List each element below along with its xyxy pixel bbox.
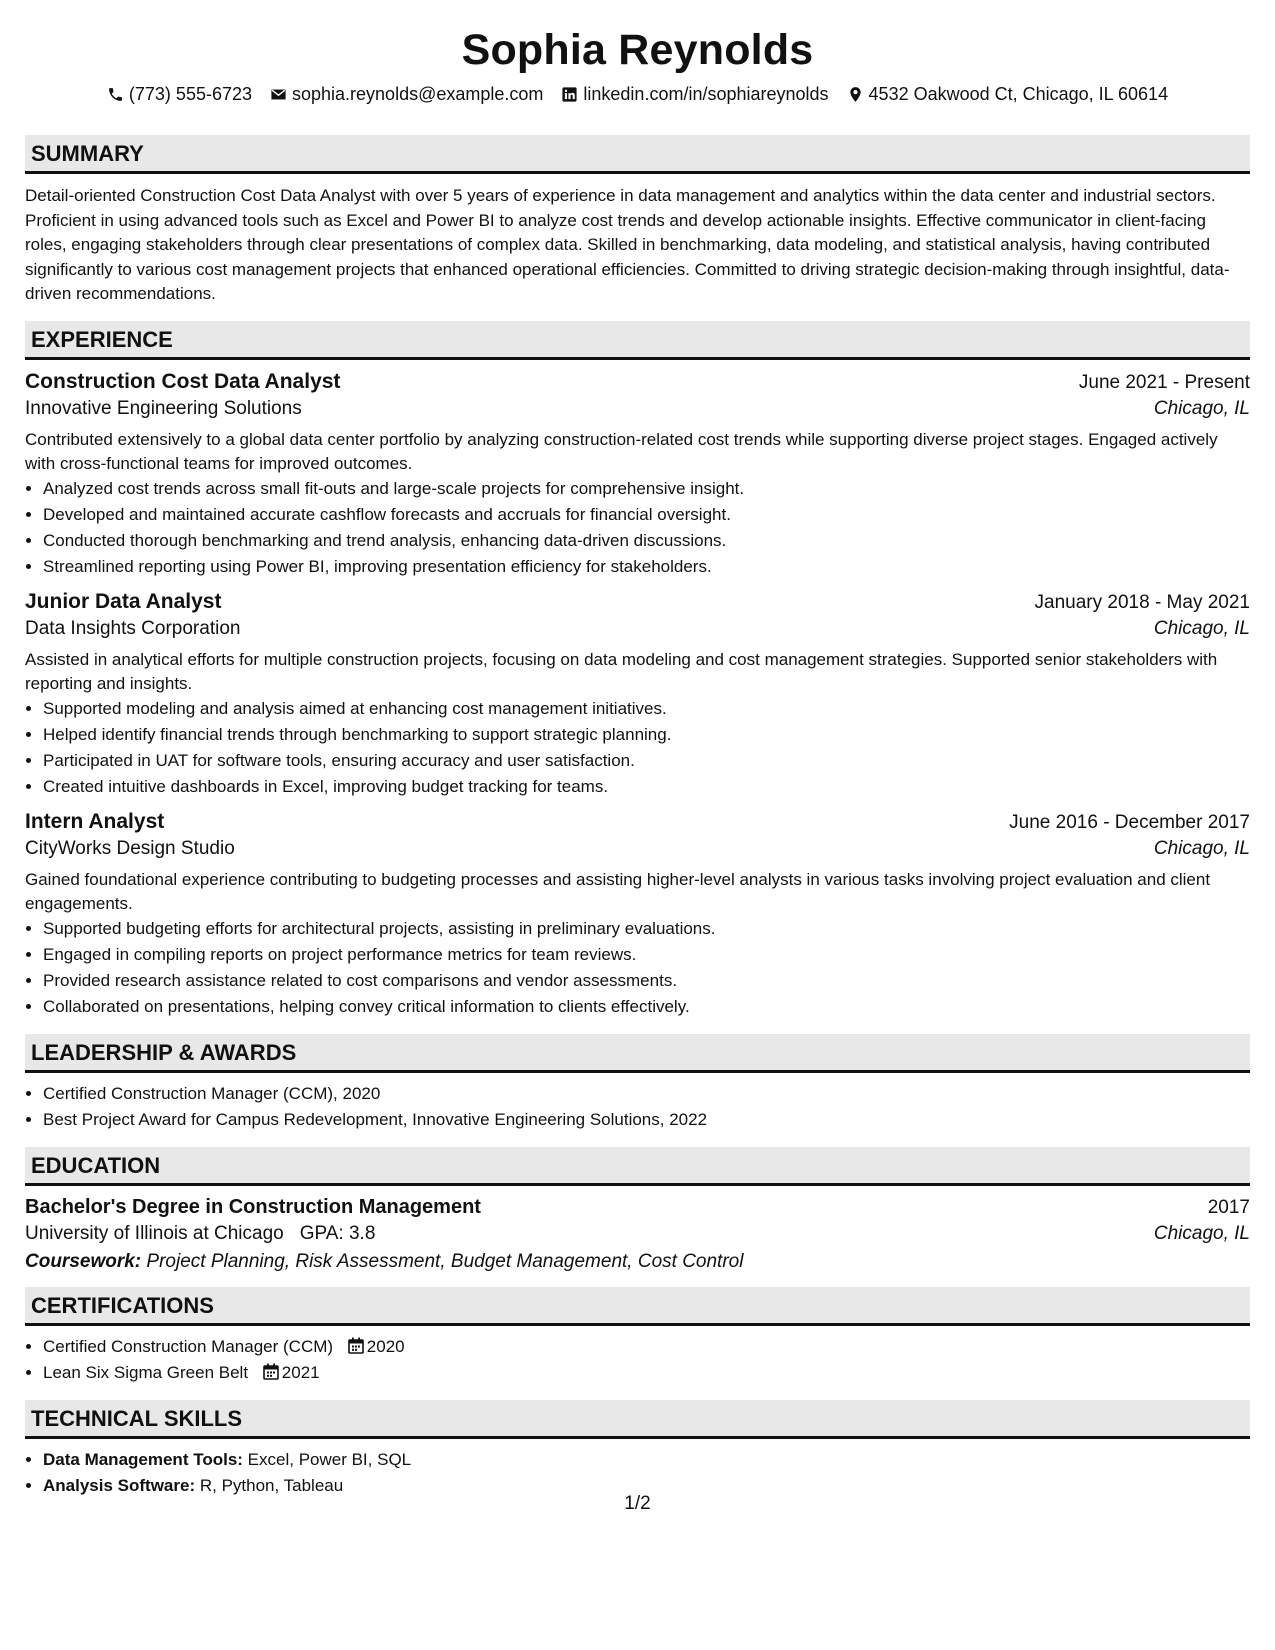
bullet-item: • Analyzed cost trends across small fit-outs and large-scale projects for comprehensive insight. bbox=[43, 476, 1250, 502]
coursework-list: Project Planning, Risk Assessment, Budget Management, Cost Control bbox=[146, 1250, 744, 1272]
gpa: GPA: 3.8 bbox=[299, 1222, 376, 1244]
resume-page bbox=[25, 0, 1250, 1499]
section-header-experience: EXPERIENCE bbox=[25, 321, 1250, 360]
coursework-label: Coursework: bbox=[25, 1250, 142, 1272]
skill-item bbox=[43, 1447, 1250, 1473]
bullet-item: • Created intuitive dashboards in Excel, improving budget tracking for teams. bbox=[43, 774, 1250, 800]
contact-phone[interactable] bbox=[107, 82, 252, 106]
certification-year: 2020 bbox=[366, 1336, 405, 1356]
skills-list bbox=[25, 1447, 1250, 1499]
phone-number: (773) 555-6723 bbox=[128, 84, 252, 104]
job-date: January 2018 - May 2021 bbox=[1034, 591, 1250, 613]
summary-text: Detail-oriented Construction Cost Data Analyst with over 5 years of experience in data management and analytics within the data center and industrial sectors. Proficient in using advanced tools such as Excel and Power BI to analyze cost trends and develop actionable insights. Effective communicator in client-facing roles, engaging stakeholders through clear presentations of complex data. Skilled in benchmarking, data modeling, and statistical analysis, having contributed significantly to various cost management projects that enhanced operational efficiencies. Committed to driving strategic decision-making through insightful, data-driven recommendations. bbox=[25, 186, 1230, 303]
contact-linkedin[interactable] bbox=[561, 82, 828, 106]
section-header-skills: TECHNICAL SKILLS bbox=[25, 1400, 1250, 1439]
job-location: Chicago, IL bbox=[1153, 397, 1250, 419]
bullet-item: • Collaborated on presentations, helping convey critical information to clients effectively. bbox=[43, 994, 1250, 1020]
skill-value: R, Python, Tableau bbox=[199, 1475, 344, 1495]
bullet-item: • Helped identify financial trends through benchmarking to support strategic planning. bbox=[43, 722, 1250, 748]
experience-entry bbox=[25, 370, 1250, 580]
bullet-item: • Conducted thorough benchmarking and trend analysis, enhancing data-driven discussions. bbox=[43, 528, 1250, 554]
street-address: 4532 Oakwood Ct, Chicago, IL 60614 bbox=[868, 84, 1169, 104]
calendar-icon bbox=[348, 1337, 364, 1354]
bullet-item: • Supported budgeting efforts for architectural projects, assisting in preliminary evaluations. bbox=[43, 916, 1250, 942]
job-title: Construction Cost Data Analyst bbox=[25, 369, 341, 393]
coursework bbox=[25, 1251, 1250, 1273]
bullet-item: • Supported modeling and analysis aimed at enhancing cost management initiatives. bbox=[43, 696, 1250, 722]
envelope-icon bbox=[270, 86, 287, 103]
job-date: June 2021 - Present bbox=[1078, 371, 1250, 393]
job-location: Chicago, IL bbox=[1153, 617, 1250, 639]
contact-address bbox=[847, 82, 1169, 106]
school-location: Chicago, IL bbox=[1153, 1222, 1250, 1244]
job-bullets bbox=[25, 916, 1250, 1020]
linkedin-icon bbox=[561, 86, 578, 103]
section-header-summary: SUMMARY bbox=[25, 135, 1250, 174]
job-location: Chicago, IL bbox=[1153, 837, 1250, 859]
phone-icon bbox=[107, 86, 124, 103]
certification-item bbox=[43, 1334, 1250, 1360]
experience-entry bbox=[25, 590, 1250, 800]
bullet-item: • Engaged in compiling reports on project performance metrics for team reviews. bbox=[43, 942, 1250, 968]
job-description: Gained foundational experience contributing to budgeting processes and assisting higher-level analysts in various tasks involving project evaluation and client engagements. bbox=[25, 869, 1211, 913]
leadership-list bbox=[25, 1081, 1250, 1133]
experience-entry bbox=[25, 810, 1250, 1020]
linkedin-url: linkedin.com/in/sophiareynolds bbox=[583, 84, 829, 104]
certification-name: Lean Six Sigma Green Belt bbox=[43, 1362, 249, 1382]
company-name: Innovative Engineering Solutions bbox=[25, 397, 302, 419]
section-header-certifications: CERTIFICATIONS bbox=[25, 1287, 1250, 1326]
skill-label: Analysis Software: bbox=[43, 1475, 196, 1495]
skill-label: Data Management Tools: bbox=[43, 1449, 243, 1469]
section-header-leadership: LEADERSHIP & AWARDS bbox=[25, 1034, 1250, 1073]
job-description: Contributed extensively to a global data center portfolio by analyzing construction-related cost trends while supporting diverse project stages. Engaged actively with cross-functional teams for improved outcomes. bbox=[25, 429, 1218, 473]
contact-bar bbox=[25, 82, 1250, 106]
award-item: • Certified Construction Manager (CCM), 2020 bbox=[43, 1081, 1250, 1107]
email-address: sophia.reynolds@example.com bbox=[292, 84, 544, 104]
job-bullets bbox=[25, 476, 1250, 580]
company-name: Data Insights Corporation bbox=[25, 617, 241, 639]
company-name: CityWorks Design Studio bbox=[25, 837, 235, 859]
certification-list bbox=[25, 1334, 1250, 1386]
job-date: June 2016 - December 2017 bbox=[1009, 811, 1250, 833]
degree-title: Bachelor's Degree in Construction Management bbox=[25, 1195, 481, 1218]
map-marker-icon bbox=[847, 86, 864, 103]
award-item: • Best Project Award for Campus Redevelopment, Innovative Engineering Solutions, 2022 bbox=[43, 1107, 1250, 1133]
certification-name: Certified Construction Manager (CCM) bbox=[43, 1336, 334, 1356]
contact-email[interactable] bbox=[270, 82, 543, 106]
education-entry bbox=[25, 1196, 1250, 1273]
job-title: Junior Data Analyst bbox=[25, 589, 222, 613]
certification-item bbox=[43, 1360, 1250, 1386]
job-bullets bbox=[25, 696, 1250, 800]
graduation-year: 2017 bbox=[1207, 1196, 1250, 1218]
school-name: University of Illinois at Chicago bbox=[25, 1222, 284, 1244]
bullet-item: • Participated in UAT for software tools, ensuring accuracy and user satisfaction. bbox=[43, 748, 1250, 774]
certification-year: 2021 bbox=[281, 1362, 320, 1382]
bullet-item: • Provided research assistance related to cost comparisons and vendor assessments. bbox=[43, 968, 1250, 994]
page-number: 1/2 bbox=[624, 1493, 651, 1514]
job-title: Intern Analyst bbox=[25, 809, 165, 833]
section-header-education: EDUCATION bbox=[25, 1147, 1250, 1186]
bullet-item: • Streamlined reporting using Power BI, improving presentation efficiency for stakeholders. bbox=[43, 554, 1250, 580]
skill-value: Excel, Power BI, SQL bbox=[247, 1449, 412, 1469]
bullet-item: • Developed and maintained accurate cashflow forecasts and accruals for financial oversight. bbox=[43, 502, 1250, 528]
calendar-icon bbox=[263, 1363, 279, 1380]
job-description: Assisted in analytical efforts for multiple construction projects, focusing on data modeling and cost management strategies. Supported senior stakeholders with reporting and insights. bbox=[25, 649, 1218, 693]
candidate-name: Sophia Reynolds bbox=[461, 26, 814, 74]
